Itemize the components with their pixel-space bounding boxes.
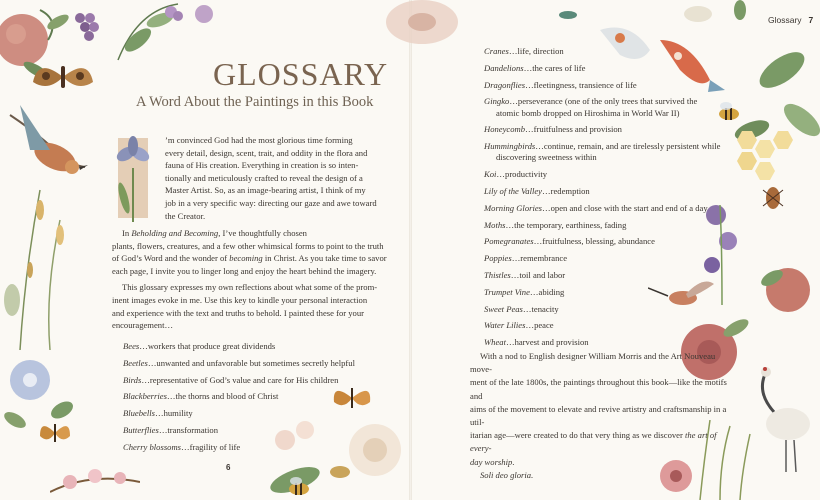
page-title: GLOSSARY bbox=[213, 56, 389, 92]
glossary-definition: …the thorns and blood of Christ bbox=[166, 391, 279, 402]
running-header bbox=[768, 15, 813, 25]
glossary-entry bbox=[484, 124, 734, 135]
glossary-list-right bbox=[484, 46, 734, 354]
wildflowers-left-illustration bbox=[0, 180, 95, 350]
closing-text: itarian age—were created to do that very thing as we discover bbox=[470, 430, 685, 441]
glossary-entry bbox=[484, 253, 734, 264]
green-leaves-top-illustration bbox=[108, 0, 188, 70]
glossary-entry bbox=[484, 63, 734, 74]
para-line bbox=[112, 252, 387, 265]
glossary-entry bbox=[123, 442, 383, 453]
glossary-entry bbox=[484, 46, 734, 57]
beetle-right-illustration bbox=[758, 180, 788, 216]
glossary-definition: …representative of God’s value and care for His children bbox=[141, 374, 339, 385]
bird-illustration bbox=[0, 95, 100, 190]
glossary-definition: …workers that produce great dividends bbox=[139, 341, 276, 351]
glossary-definition: …tenacity bbox=[522, 303, 559, 314]
glossary-entry bbox=[123, 358, 383, 369]
closing-line: ment of the late 1800s, the paintings throughout this book—like the motifs and bbox=[470, 377, 727, 401]
glossary-term: Cherry blossoms bbox=[123, 441, 182, 452]
glossary-term: Dragonflies bbox=[484, 79, 526, 90]
grapes-illustration bbox=[70, 0, 110, 50]
page-subtitle: A Word About the Paintings in this Book bbox=[136, 94, 374, 110]
glossary-term: Koi bbox=[484, 169, 497, 180]
cherry-blossoms-illustration bbox=[50, 452, 140, 500]
glossary-entry bbox=[484, 220, 734, 231]
blossom-top-illustration bbox=[190, 0, 218, 24]
glossary-entry bbox=[123, 408, 383, 419]
page-number-left: 6 bbox=[226, 463, 231, 472]
glossary-entry bbox=[484, 203, 734, 214]
para-line: This glossary expresses my own reflections about what some of the prom- bbox=[122, 282, 378, 293]
glossary-definition: …the temporary, earthiness, fading bbox=[505, 219, 627, 230]
glossary-term: Lily of the Valley bbox=[484, 185, 542, 196]
cranes-topright-illustration bbox=[680, 0, 760, 30]
closing-paragraph bbox=[470, 350, 728, 482]
glossary-entry bbox=[484, 320, 734, 331]
glossary-entry bbox=[123, 425, 383, 436]
para-line: each page, I invite you to linger long and enjoy the heart behind the imagery. bbox=[112, 265, 377, 276]
glossary-term: Bluebells bbox=[123, 408, 155, 419]
glossary-term: Birds bbox=[123, 374, 142, 385]
glossary-entry bbox=[484, 287, 734, 298]
para-text: , I’ve thoughtfully chosen bbox=[218, 228, 307, 238]
glossary-definition: …the cares of life bbox=[523, 62, 586, 73]
glossary-entry bbox=[123, 341, 383, 352]
intro-line: every detail, design, scent, trait, and oddity in the flora and bbox=[165, 147, 368, 158]
para-line bbox=[112, 227, 387, 240]
glossary-definition: …fruitfulness and provision bbox=[525, 124, 622, 135]
sign-off: Soli deo gloria. bbox=[480, 469, 534, 480]
emphasis-italic: the art of every- bbox=[470, 430, 717, 454]
book-title-italic: Beholding and Becoming bbox=[131, 228, 219, 238]
emphasis-italic: becoming bbox=[229, 253, 263, 264]
glossary-term: Trumpet Vine bbox=[484, 286, 530, 297]
glossary-entry bbox=[484, 337, 734, 348]
intro-line: tionally and meticulously crafted to reveal the design of a bbox=[165, 172, 363, 183]
emphasis-italic: day worship bbox=[470, 456, 513, 467]
glossary-definition: …abiding bbox=[529, 286, 565, 297]
glossary-term: Beetles bbox=[123, 357, 148, 368]
intro-line: the Creator. bbox=[165, 210, 206, 221]
glossary-definition: …humility bbox=[154, 408, 193, 419]
bee-illustration bbox=[284, 476, 314, 498]
glossary-term: Bees bbox=[123, 341, 140, 351]
para-text: in Christ. As you take time to savor bbox=[262, 253, 387, 264]
glossary-definition: …fragility of life bbox=[181, 441, 241, 452]
intro-paragraph bbox=[165, 134, 387, 222]
glossary-term: Moths bbox=[484, 219, 506, 230]
intro-line: Master Artist. So, as an image-bearing artist, I think of my bbox=[165, 185, 366, 196]
glossary-term: Morning Glories bbox=[484, 202, 543, 213]
glossary-term: Blackberries bbox=[123, 391, 167, 402]
glossary-entry bbox=[484, 236, 734, 247]
running-title: Glossary bbox=[768, 15, 802, 25]
glossary-list-left bbox=[123, 341, 383, 459]
para-line: and experience with the text and truths to behold. I painted these for your bbox=[112, 307, 365, 318]
glossary-term: Water Lilies bbox=[484, 320, 526, 331]
glossary-term: Gingko bbox=[484, 96, 510, 107]
pomegranate-right-illustration bbox=[752, 258, 820, 318]
intro-line: fauna of His creation. Everything in creation is so inten- bbox=[165, 160, 359, 171]
glossary-definition: …fruitfulness, blessing, abundance bbox=[533, 236, 655, 247]
glossary-entry bbox=[484, 141, 734, 163]
glossary-definition: …perseverance (one of the only trees that survived the bbox=[509, 96, 698, 107]
glossary-definition: …transformation bbox=[158, 424, 218, 435]
glossary-term: Sweet Peas bbox=[484, 303, 523, 314]
glossary-entry bbox=[484, 96, 734, 118]
glossary-term: Dandelions bbox=[484, 62, 524, 73]
glossary-entry bbox=[484, 169, 734, 180]
iris-dropcap-illustration bbox=[104, 128, 162, 222]
closing-line bbox=[470, 429, 728, 455]
second-paragraph bbox=[112, 227, 387, 332]
glossary-definition: …harvest and provision bbox=[505, 337, 589, 348]
glossary-entry bbox=[484, 270, 734, 281]
glossary-entry bbox=[484, 186, 734, 197]
glossary-definition: …remembrance bbox=[511, 253, 568, 264]
glossary-definition: …fleetingness, transience of life bbox=[525, 79, 637, 90]
intro-line: job in a very specific way: directing our gaze and awe toward bbox=[165, 197, 377, 208]
para-text: In bbox=[122, 228, 132, 238]
intro-line: ’m convinced God had the most glorious time forming bbox=[165, 135, 353, 145]
glossary-definition-continued: atomic bomb dropped on Hiroshima in World War II) bbox=[496, 107, 680, 118]
glossary-definition: …peace bbox=[525, 320, 554, 331]
closing-line bbox=[470, 456, 728, 469]
glossary-term: Poppies bbox=[484, 253, 512, 264]
glossary-definition: …toil and labor bbox=[510, 269, 566, 280]
page-number-right: 7 bbox=[808, 15, 814, 25]
glossary-term: Honeycomb bbox=[484, 124, 526, 135]
closing-text: . bbox=[512, 456, 515, 467]
glossary-definition: …redemption bbox=[542, 185, 590, 196]
glossary-entry bbox=[123, 391, 383, 402]
glossary-term: Wheat bbox=[484, 337, 506, 348]
glossary-definition: …unwanted and unfavorable but sometimes secretly helpful bbox=[147, 357, 355, 368]
beetle-top-illustration bbox=[556, 8, 580, 22]
glossary-entry bbox=[123, 375, 383, 386]
glossary-definition: …continue, remain, and are tirelessly persistent while bbox=[535, 141, 721, 152]
glossary-entry bbox=[484, 80, 734, 91]
para-line: inent images evoke in me. Use this key to kindle your personal interaction bbox=[112, 294, 368, 305]
glossary-term: Cranes bbox=[484, 46, 509, 56]
para-line: encouragement… bbox=[112, 320, 174, 331]
glossary-term: Butterflies bbox=[123, 424, 159, 435]
glossary-definition: …productivity bbox=[496, 169, 548, 180]
glossary-definition-continued: discovering sweetness within bbox=[496, 152, 597, 163]
para-line: plants, flowers, creatures, and a few other whimsical forms to point to the truth bbox=[112, 240, 384, 251]
glossary-definition: …life, direction bbox=[508, 46, 564, 56]
glossary-term: Thistles bbox=[484, 269, 511, 280]
glossary-definition: …open and close with the start and end of a day bbox=[542, 202, 708, 213]
closing-line: aims of the movement to elevate and revive artistry and craftsmanship in a util- bbox=[470, 403, 727, 428]
closing-line: With a nod to English designer William Morris and the Art Nouveau move- bbox=[470, 351, 716, 375]
para-text: of God’s Word and the wonder of bbox=[112, 253, 230, 264]
glossary-entry bbox=[484, 304, 734, 315]
glossary-term: Pomegranates bbox=[484, 236, 534, 247]
poppy-top-illustration bbox=[372, 0, 472, 60]
glossary-term: Hummingbirds bbox=[484, 141, 536, 152]
butterfly-bottomleft-illustration bbox=[38, 418, 72, 448]
